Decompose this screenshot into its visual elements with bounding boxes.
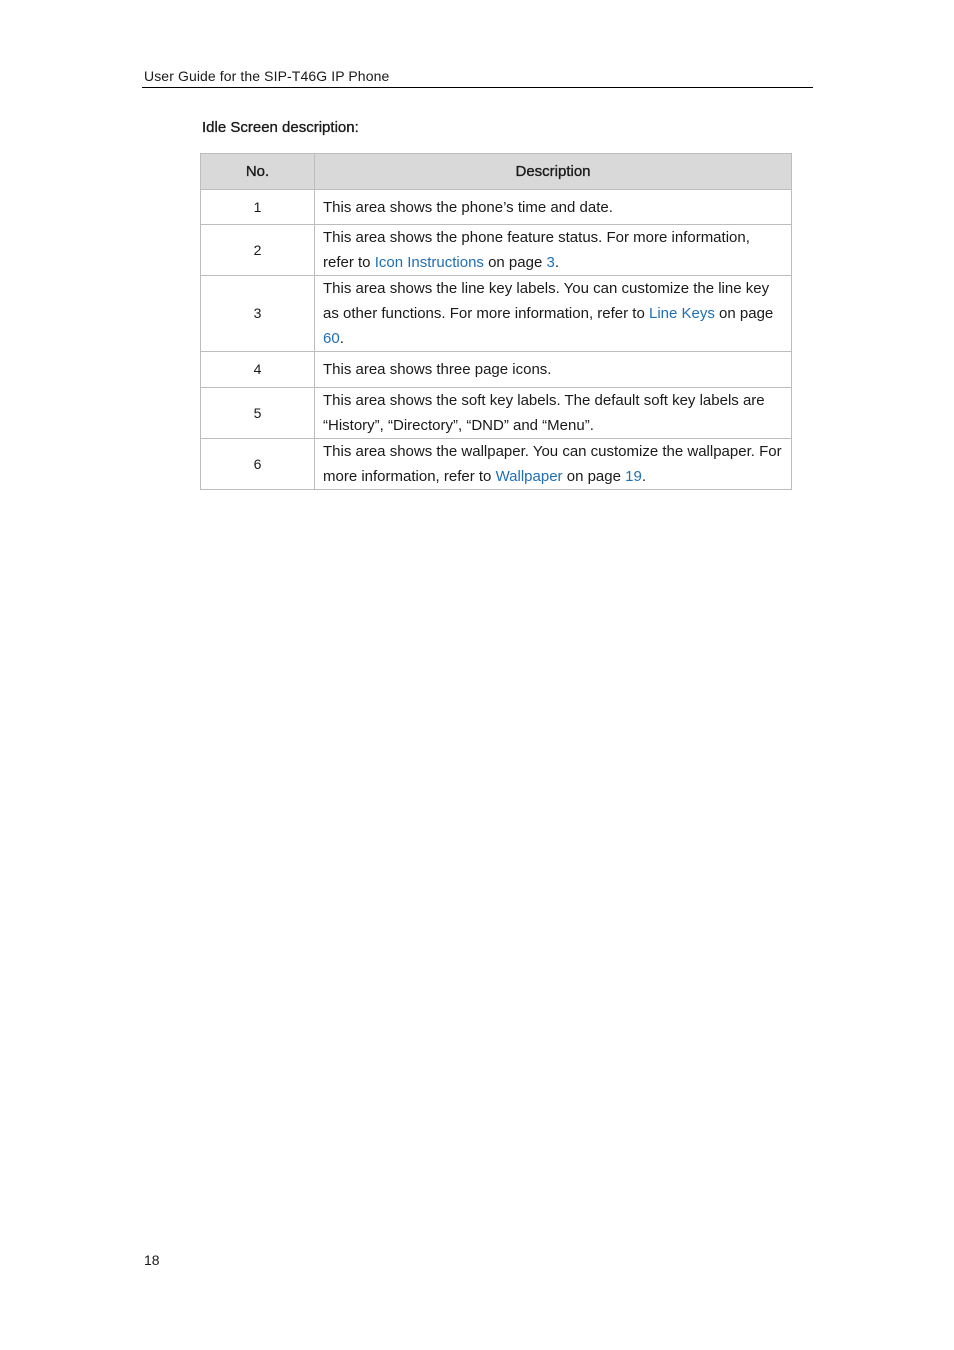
description-text: on page — [562, 468, 626, 485]
link-wallpaper[interactable]: Wallpaper — [495, 468, 563, 485]
column-header-no: No. — [201, 154, 315, 190]
row-number: 6 — [201, 439, 315, 490]
table-row — [201, 276, 792, 352]
row-number: 1 — [201, 190, 315, 225]
description-text: . — [641, 468, 646, 485]
row-number: 4 — [201, 352, 315, 388]
table-row — [201, 225, 792, 276]
row-description — [315, 190, 792, 225]
link-page-19[interactable]: 19 — [625, 468, 642, 485]
row-description — [315, 439, 792, 490]
running-header-title: User Guide for the SIP-T46G IP Phone — [144, 68, 390, 84]
row-number: 3 — [201, 276, 315, 352]
description-text: . — [339, 330, 344, 347]
row-description — [315, 352, 792, 388]
row-number: 5 — [201, 388, 315, 439]
link-line-keys[interactable]: Line Keys — [648, 305, 715, 322]
row-description — [315, 388, 792, 439]
table-row — [201, 439, 792, 490]
header-rule — [142, 87, 813, 88]
description-text: on page — [483, 254, 547, 271]
description-text: . — [554, 254, 559, 271]
description-text: on page — [714, 305, 774, 322]
description-text: This area shows the wallpaper. You can customize the wallpaper. For more information, refer to — [323, 443, 782, 485]
description-text: This area shows the soft key labels. The default soft key labels are “History”, “Directory”, “DND” and “Menu”. — [323, 392, 765, 434]
column-header-description: Description — [315, 154, 792, 190]
row-description — [315, 225, 792, 276]
row-number: 2 — [201, 225, 315, 276]
idle-screen-description-table — [200, 153, 792, 490]
table-row — [201, 190, 792, 225]
table-header-row — [201, 154, 792, 190]
description-text: This area shows the phone feature status. For more information, refer to — [323, 229, 750, 271]
section-title: Idle Screen description: — [202, 119, 359, 136]
row-description — [315, 276, 792, 352]
link-icon-instructions[interactable]: Icon Instructions — [374, 254, 484, 271]
link-page-60[interactable]: 60 — [323, 330, 340, 347]
table-row — [201, 352, 792, 388]
description-text: This area shows the line key labels. You can customize the line key as other functions. For more information, refer to — [323, 280, 770, 322]
description-text: This area shows three page icons. — [323, 361, 552, 378]
page-number: 18 — [144, 1252, 160, 1268]
description-text: This area shows the phone’s time and date. — [323, 198, 613, 216]
table-row — [201, 388, 792, 439]
link-page-3[interactable]: 3 — [546, 254, 555, 271]
